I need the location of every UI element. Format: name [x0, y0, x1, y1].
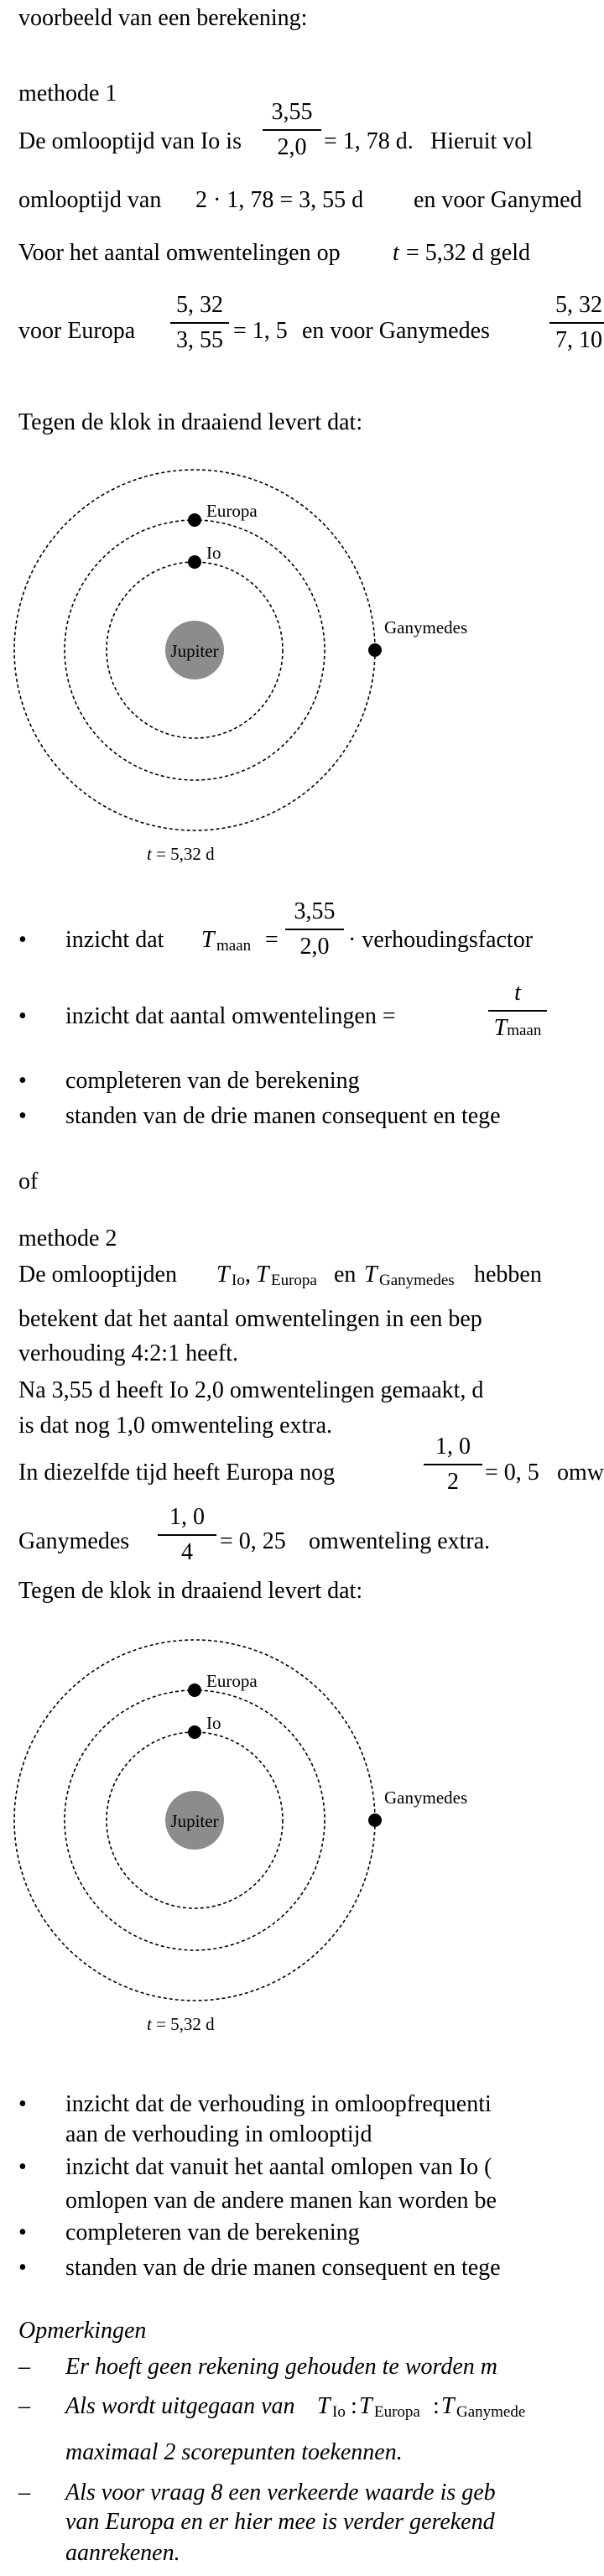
method1-heading: methode 1: [18, 81, 117, 107]
ganymedes-moon: [368, 643, 382, 657]
method2-line4: Na 3,55 d heeft Io 2,0 omwentelingen gemaakt, d: [18, 1377, 484, 1403]
method2-heading: methode 2: [18, 1226, 117, 1252]
europa-moon: [188, 513, 201, 527]
bullet-mark: •: [18, 2091, 27, 2117]
bullet-mark: •: [18, 1003, 27, 1029]
method2-line5: is dat nog 1,0 omwenteling extra.: [18, 1413, 333, 1439]
ganymedes-moon: [368, 1814, 382, 1827]
fraction-532-355: 5, 32 3, 55: [170, 294, 229, 352]
time-label: t = 5,32 d: [147, 2014, 215, 2034]
method1-diagram-caption: Tegen de klok in draaiend levert dat:: [18, 409, 363, 435]
bullet-mark: •: [18, 2220, 27, 2246]
io-moon: [188, 1725, 201, 1739]
orbit-diagram-2: [0, 1631, 604, 2051]
fraction-10-2: 1, 0 2: [424, 1435, 482, 1494]
fraction-b2: t Tmaan: [488, 981, 547, 1040]
fraction-b1: 3,55 2,0: [285, 900, 344, 959]
bullet-mark: •: [18, 2154, 27, 2180]
method2-line2: betekent dat het aantal omwentelingen in een bep: [18, 1306, 482, 1332]
bullet-mark: •: [18, 1068, 27, 1094]
bullet-mark: •: [18, 927, 27, 953]
europa-moon: [188, 1684, 201, 1697]
orbit-diagram-1: [0, 461, 604, 881]
ganymedes-label: Ganymedes: [384, 1788, 468, 1808]
dash-mark: –: [18, 2354, 30, 2380]
europa-label: Europa: [206, 501, 258, 521]
io-label: Io: [206, 1713, 221, 1733]
time-label: t = 5,32 d: [147, 844, 215, 864]
europa-label: Europa: [206, 1671, 258, 1691]
fraction-10-4: 1, 0 4: [158, 1506, 216, 1564]
fraction-355-20: 3,55 2,0: [263, 101, 321, 159]
method2-diagram-caption: Tegen de klok in draaiend levert dat:: [18, 1578, 363, 1604]
intro-line: voorbeeld van een berekening:: [18, 5, 308, 31]
bullet-mark: •: [18, 1103, 27, 1129]
method2-line3: verhouding 4:2:1 heeft.: [18, 1340, 239, 1366]
jupiter-label: Jupiter: [170, 1811, 219, 1831]
remarks-heading: Opmerkingen: [18, 2318, 147, 2344]
io-label: Io: [206, 543, 221, 563]
dash-mark: –: [18, 2393, 30, 2419]
fraction-532-710: 5, 32 7, 10: [549, 294, 604, 352]
jupiter-label: Jupiter: [170, 641, 219, 661]
or-separator: of: [18, 1168, 39, 1194]
bullet-mark: •: [18, 2255, 27, 2281]
dash-mark: –: [18, 2480, 30, 2506]
ganymedes-label: Ganymedes: [384, 617, 468, 637]
io-moon: [188, 555, 201, 569]
